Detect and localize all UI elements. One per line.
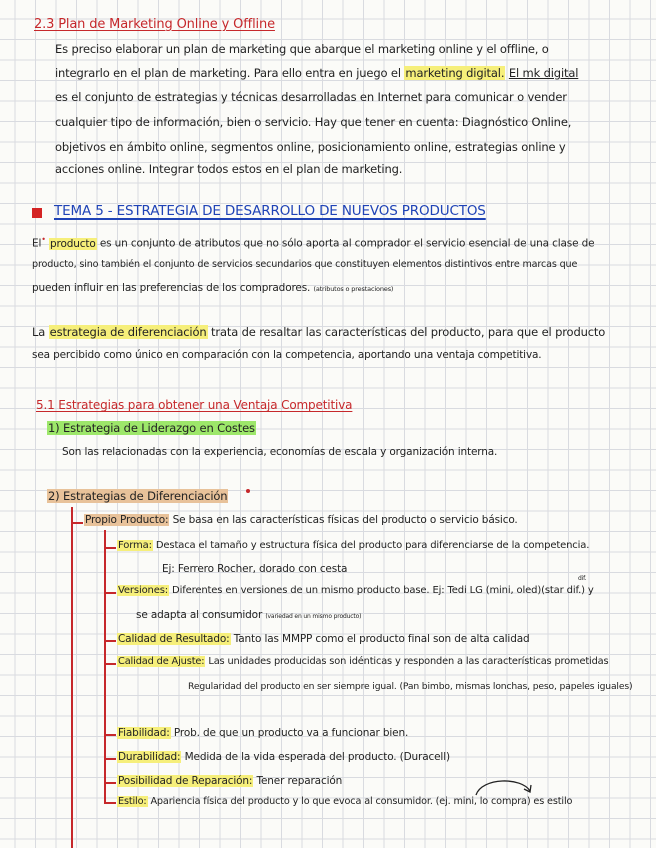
text-line: acciones online. Integrar todos estos en el plan de marketing.: [55, 162, 403, 176]
tema-5-title: TEMA 5 - ESTRATEGIA DE DESARROLLO DE NUEVOS PRODUCTOS: [54, 203, 486, 219]
estilo-line: Estilo: Apariencia física del producto y lo que evoca al consumidor. (ej. mini, lo compra) es estilo: [118, 796, 573, 807]
calidad-resultado-line: Calidad de Resultado: Tanto las MMPP como el producto final son de alta calidad: [118, 633, 530, 645]
fiabilidad-line: Fiabilidad: Prob. de que un producto va a funcionar bien.: [118, 727, 409, 739]
text-line: objetivos en ámbito online, segmentos online, posicionamiento online, estrategias online y: [55, 140, 566, 154]
versiones-line-2: se adapta al consumidor (variedad en un mismo producto): [136, 609, 362, 621]
tree-branch: [71, 522, 83, 524]
section-2-3-title: 2.3 Plan de Marketing Online y Offline: [34, 17, 275, 32]
red-dot: [246, 489, 250, 493]
tree-branch: [104, 802, 116, 804]
tree-branch: [104, 758, 116, 760]
tree-branch: [104, 547, 116, 549]
calidad-ajuste-line: Calidad de Ajuste: Las unidades producidas son idénticas y responden a las características prometidas: [118, 656, 609, 667]
versiones-mark: dif.: [578, 575, 587, 582]
diferenciacion-line: sea percibido como único en comparación con la competencia, aportando una ventaja competitiva.: [32, 349, 542, 361]
versiones-line: Versiones: Diferentes en versiones de un mismo producto base. Ej: Tedi LG (mini, oled)(star dif.) y: [118, 585, 594, 596]
forma-example: Ej: Ferrero Rocher, dorado con cesta: [162, 563, 348, 575]
producto-line: pueden influir en las preferencias de los compradores. (atributos o prestaciones): [32, 282, 394, 294]
text-line: integrarlo en el plan de marketing. Para ello entra en juego el marketing digital. El mk digital: [55, 66, 579, 80]
item-1-label: 1) Estrategia de Liderazgo en Costes: [48, 421, 255, 435]
highlight-estrategia-diferenciacion: estrategia de diferenciación: [49, 325, 207, 339]
durabilidad-line: Durabilidad: Medida de la vida esperada del producto. (Duracell): [118, 751, 450, 763]
propio-producto: Propio Producto: Se basa en las características físicas del producto o servicio básico.: [85, 514, 518, 526]
tree-vertical-line: [71, 507, 73, 848]
diferenciacion-line: La estrategia de diferenciación trata de resaltar las características del producto, para que el producto: [32, 325, 606, 339]
producto-line: El• producto es un conjunto de atributos que no sólo aporta al comprador el servicio esencial de una clase de: [32, 235, 595, 250]
tree-branch: [104, 782, 116, 784]
curved-arrow-icon: [470, 775, 540, 799]
tree-branch: [104, 663, 116, 665]
text-line: cualquier tipo de información, bien o servicio. Hay que tener en cuenta: Diagnóstico Online,: [55, 115, 572, 129]
item-1-text: Son las relacionadas con la experiencia, economías de escala y organización interna.: [62, 446, 498, 458]
section-5-1-title: 5.1 Estrategias para obtener una Ventaja Competitiva: [36, 398, 353, 412]
tree-branch: [104, 734, 116, 736]
text-line: Es preciso elaborar un plan de marketing que abarque el marketing online y el offline, o: [55, 42, 549, 56]
highlight-marketing-digital: marketing digital.: [405, 66, 505, 80]
tree-branch: [104, 640, 116, 642]
reparacion-line: Posibilidad de Reparación: Tener reparación: [118, 775, 343, 787]
highlight-producto: producto: [50, 237, 96, 250]
tree-vertical-line: [104, 530, 106, 802]
forma-line: Forma: Destaca el tamaño y estructura física del producto para diferenciarse de la competencia.: [118, 540, 590, 551]
text-line: es el conjunto de estrategias y técnicas desarrolladas en Internet para comunicar o vender: [55, 90, 567, 104]
tree-branch: [104, 592, 116, 594]
bullet-square: [32, 208, 42, 218]
item-2-label: 2) Estrategias de Diferenciación: [48, 489, 228, 503]
calidad-ajuste-line-2: Regularidad del producto en ser siempre igual. (Pan bimbo, mismas lonchas, peso, papeles iguales): [188, 681, 633, 692]
producto-line: producto, sino también el conjunto de servicios secundarios que constituyen elementos distintivos entre marcas que: [32, 259, 578, 270]
